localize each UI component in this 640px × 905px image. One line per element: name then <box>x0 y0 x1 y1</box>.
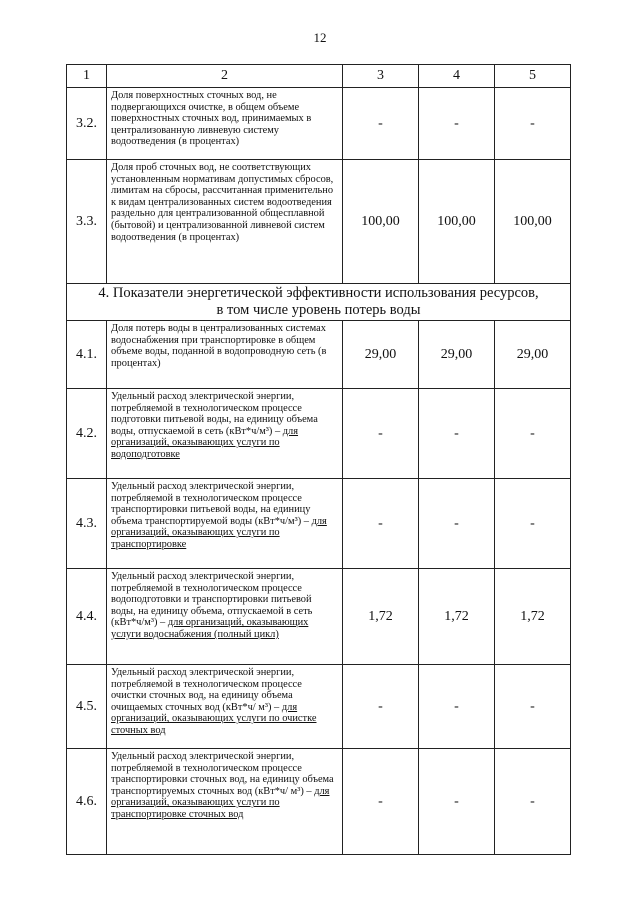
row-number: 4.4. <box>67 569 107 665</box>
table-row <box>67 321 571 389</box>
table-row <box>67 665 571 749</box>
indicator-description <box>107 665 343 749</box>
indicator-description <box>107 569 343 665</box>
description-applicability: для организаций, оказывающих услуги по транспортировке сточных вод <box>111 785 330 820</box>
header-cell: 1 <box>67 65 107 88</box>
value-cell: - <box>343 665 419 749</box>
value-cell: 29,00 <box>419 321 495 389</box>
description-text: Доля поверхностных сточных вод, не подвергающихся очистке, в общем объеме поверхностных сточных вод, принимаемых в централизованную ливневую систему водоотведения (в процентах) <box>111 90 312 148</box>
table-row <box>67 88 571 160</box>
description-applicability: для организаций, оказывающих услуги по водоподготовке <box>111 425 299 460</box>
table-row <box>67 389 571 479</box>
section-heading-row <box>67 284 571 321</box>
value-cell: - <box>419 389 495 479</box>
header-cell: 3 <box>343 65 419 88</box>
description-text: Удельный расход электрической энергии, потребляемой в технологическом процессе транспортировки сточных вод, на единицу объема транспортируемых сточных вод (кВт*ч/ м³) – <box>111 751 334 797</box>
description-text: Удельный расход электрической энергии, потребляемой в технологическом процессе транспортировки питьевой воды, на единицу объема транспортируемой воды (кВт*ч/м³) – <box>111 481 312 527</box>
value-cell: 29,00 <box>495 321 571 389</box>
value-cell: - <box>495 88 571 160</box>
value-cell: 1,72 <box>495 569 571 665</box>
table-row <box>67 479 571 569</box>
row-number: 4.6. <box>67 749 107 855</box>
value-cell: - <box>419 479 495 569</box>
row-number: 4.3. <box>67 479 107 569</box>
description-text: Удельный расход электрической энергии, потребляемой в технологическом процессе подготовки питьевой воды, на единицу объема воды, отпускаемой в сеть (кВт*ч/м³) – <box>111 391 318 437</box>
indicator-description <box>107 160 343 284</box>
indicator-description <box>107 88 343 160</box>
row-number: 4.5. <box>67 665 107 749</box>
indicator-description <box>107 321 343 389</box>
header-cell: 4 <box>419 65 495 88</box>
value-cell: - <box>419 749 495 855</box>
row-number: 3.2. <box>67 88 107 160</box>
value-cell: - <box>495 665 571 749</box>
value-cell: - <box>343 88 419 160</box>
row-number: 4.2. <box>67 389 107 479</box>
description-applicability: для организаций, оказывающих услуги водоснабжения (полный цикл) <box>111 617 309 640</box>
value-cell: 100,00 <box>495 160 571 284</box>
section-heading-line1: 4. Показатели энергетической эффективности использования ресурсов, <box>98 285 539 301</box>
value-cell: - <box>419 88 495 160</box>
section-heading-line2: в том числе уровень потерь воды <box>216 302 421 318</box>
indicators-table <box>66 64 571 855</box>
value-cell: - <box>343 749 419 855</box>
table-row <box>67 160 571 284</box>
value-cell: - <box>495 479 571 569</box>
table-row <box>67 749 571 855</box>
description-text: Удельный расход электрической энергии, потребляемой в технологическом процессе водоподготовки и транспортировки питьевой воды, на единицу объема, отпускаемой в сеть (кВт*ч/м³) – <box>111 571 313 629</box>
description-applicability: для организаций, оказывающих услуги по очистке сточных вод <box>111 701 317 736</box>
header-cell: 2 <box>107 65 343 88</box>
description-text: Доля проб сточных вод, не соответствующих установленным нормативам допустимых сбросов, лимитам на сбросы, рассчитанная применительно к видам централизованных систем водоотведения раздельно для централизованной общесплавной (бытовой) и централизованной ливневой систем водоотведения (в процентах) <box>111 162 334 243</box>
value-cell: - <box>343 389 419 479</box>
value-cell: - <box>495 389 571 479</box>
indicator-description <box>107 749 343 855</box>
value-cell: 1,72 <box>343 569 419 665</box>
header-row <box>67 65 571 88</box>
indicator-description <box>107 479 343 569</box>
page-number: 12 <box>313 30 327 45</box>
value-cell: - <box>495 749 571 855</box>
value-cell: 1,72 <box>419 569 495 665</box>
value-cell: 100,00 <box>419 160 495 284</box>
table-row <box>67 569 571 665</box>
section-heading <box>67 284 571 321</box>
value-cell: 100,00 <box>343 160 419 284</box>
row-number: 3.3. <box>67 160 107 284</box>
row-number: 4.1. <box>67 321 107 389</box>
value-cell: 29,00 <box>343 321 419 389</box>
value-cell: - <box>419 665 495 749</box>
description-applicability: для организаций, оказывающих услуги по транспортировке <box>111 515 327 550</box>
description-text: Удельный расход электрической энергии, потребляемой в технологическом процессе очистки сточных вод, на единицу объема очищаемых сточных вод (кВт*ч/ м³) – <box>111 667 302 713</box>
value-cell: - <box>343 479 419 569</box>
indicator-description <box>107 389 343 479</box>
description-text: Доля потерь воды в централизованных системах водоснабжения при транспортировке в общем объеме воды, поданной в водопроводную сеть (в процентах) <box>111 323 327 369</box>
header-cell: 5 <box>495 65 571 88</box>
